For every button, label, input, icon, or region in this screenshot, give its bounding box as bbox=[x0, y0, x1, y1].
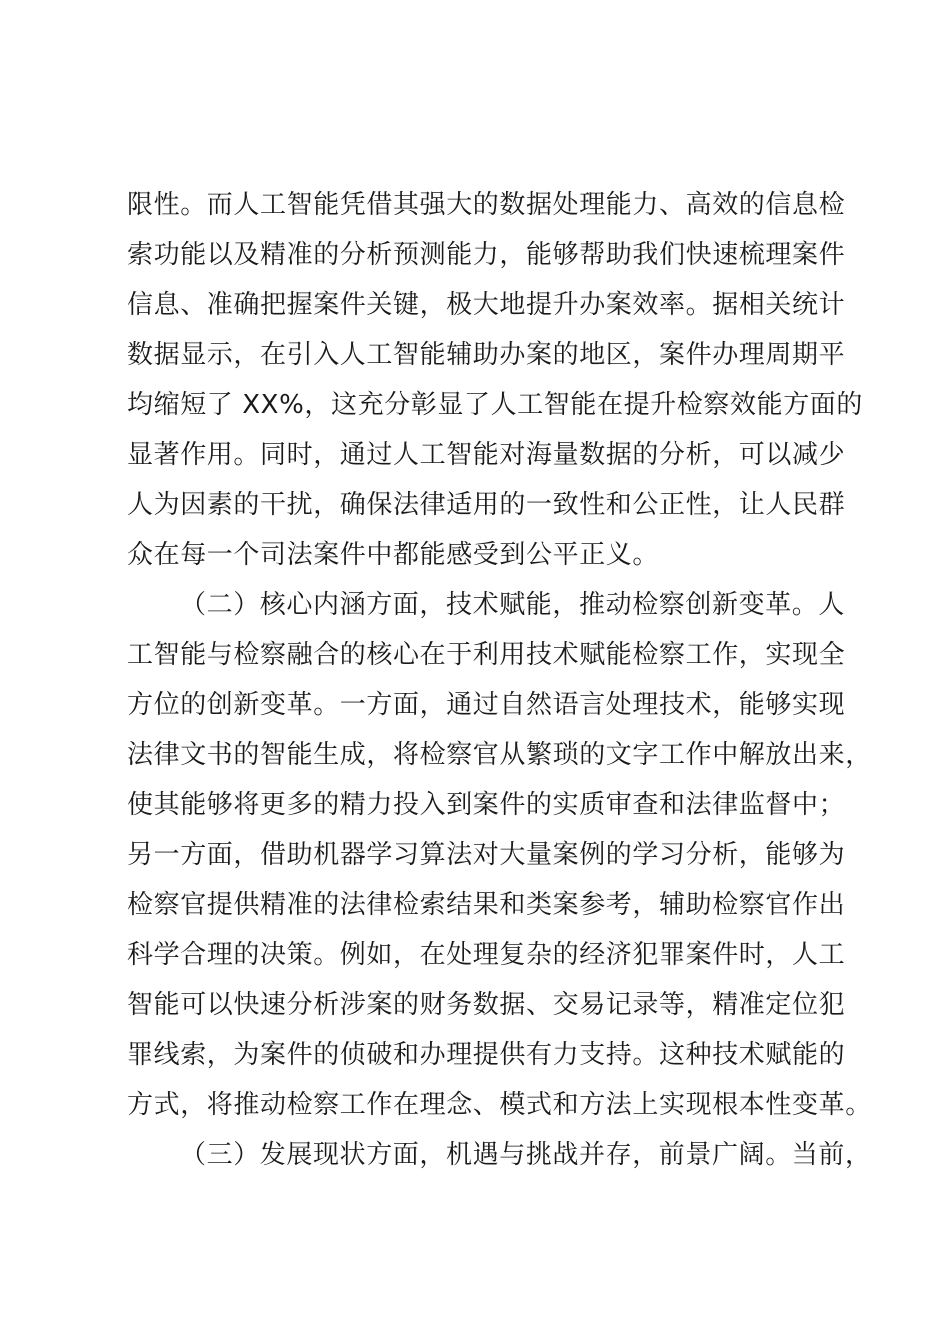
paragraph-heading-2: （二）核心内涵方面，技术赋能，推动检察创新变革。人 bbox=[180, 590, 846, 620]
text-line: 检察官提供精准的法律检索结果和类案参考，辅助检察官作出 bbox=[127, 890, 846, 920]
text-line: 使其能够将更多的精力投入到案件的实质审查和法律监督中； bbox=[127, 790, 846, 820]
text-line: 方位的创新变革。一方面，通过自然语言处理技术，能够实现 bbox=[127, 690, 846, 720]
text-line: 众在每一个司法案件中都能感受到公平正义。 bbox=[127, 540, 660, 570]
text-line: 罪线索，为案件的侦破和办理提供有力支持。这种技术赋能的 bbox=[127, 1040, 846, 1070]
text-line: 显著作用。同时，通过人工智能对海量数据的分析，可以减少 bbox=[127, 440, 846, 470]
text-line: 数据显示，在引入人工智能辅助办案的地区，案件办理周期平 bbox=[127, 340, 846, 370]
text-line: 人为因素的干扰，确保法律适用的一致性和公正性，让人民群 bbox=[127, 490, 846, 520]
text-line: 方式，将推动检察工作在理念、模式和方法上实现根本性变革。 bbox=[127, 1090, 872, 1120]
text-line: 科学合理的决策。例如，在处理复杂的经济犯罪案件时，人工 bbox=[127, 940, 846, 970]
text-line: 工智能与检察融合的核心在于利用技术赋能检察工作，实现全 bbox=[127, 640, 846, 670]
text-line: 智能可以快速分析涉案的财务数据、交易记录等，精准定位犯 bbox=[127, 990, 846, 1020]
paragraph-heading-3: （三）发展现状方面，机遇与挑战并存，前景广阔。当前， bbox=[180, 1140, 872, 1170]
text-line: 法律文书的智能生成，将检察官从繁琐的文字工作中解放出来， bbox=[127, 740, 872, 770]
text-line: 均缩短了 XX%，这充分彰显了人工智能在提升检察效能方面的 bbox=[127, 390, 863, 420]
text-line: 信息、准确把握案件关键，极大地提升办案效率。据相关统计 bbox=[127, 290, 846, 320]
text-line: 索功能以及精准的分析预测能力，能够帮助我们快速梳理案件 bbox=[127, 240, 846, 270]
text-line: 限性。而人工智能凭借其强大的数据处理能力、高效的信息检 bbox=[127, 190, 846, 220]
text-line: 另一方面，借助机器学习算法对大量案例的学习分析，能够为 bbox=[127, 840, 846, 870]
